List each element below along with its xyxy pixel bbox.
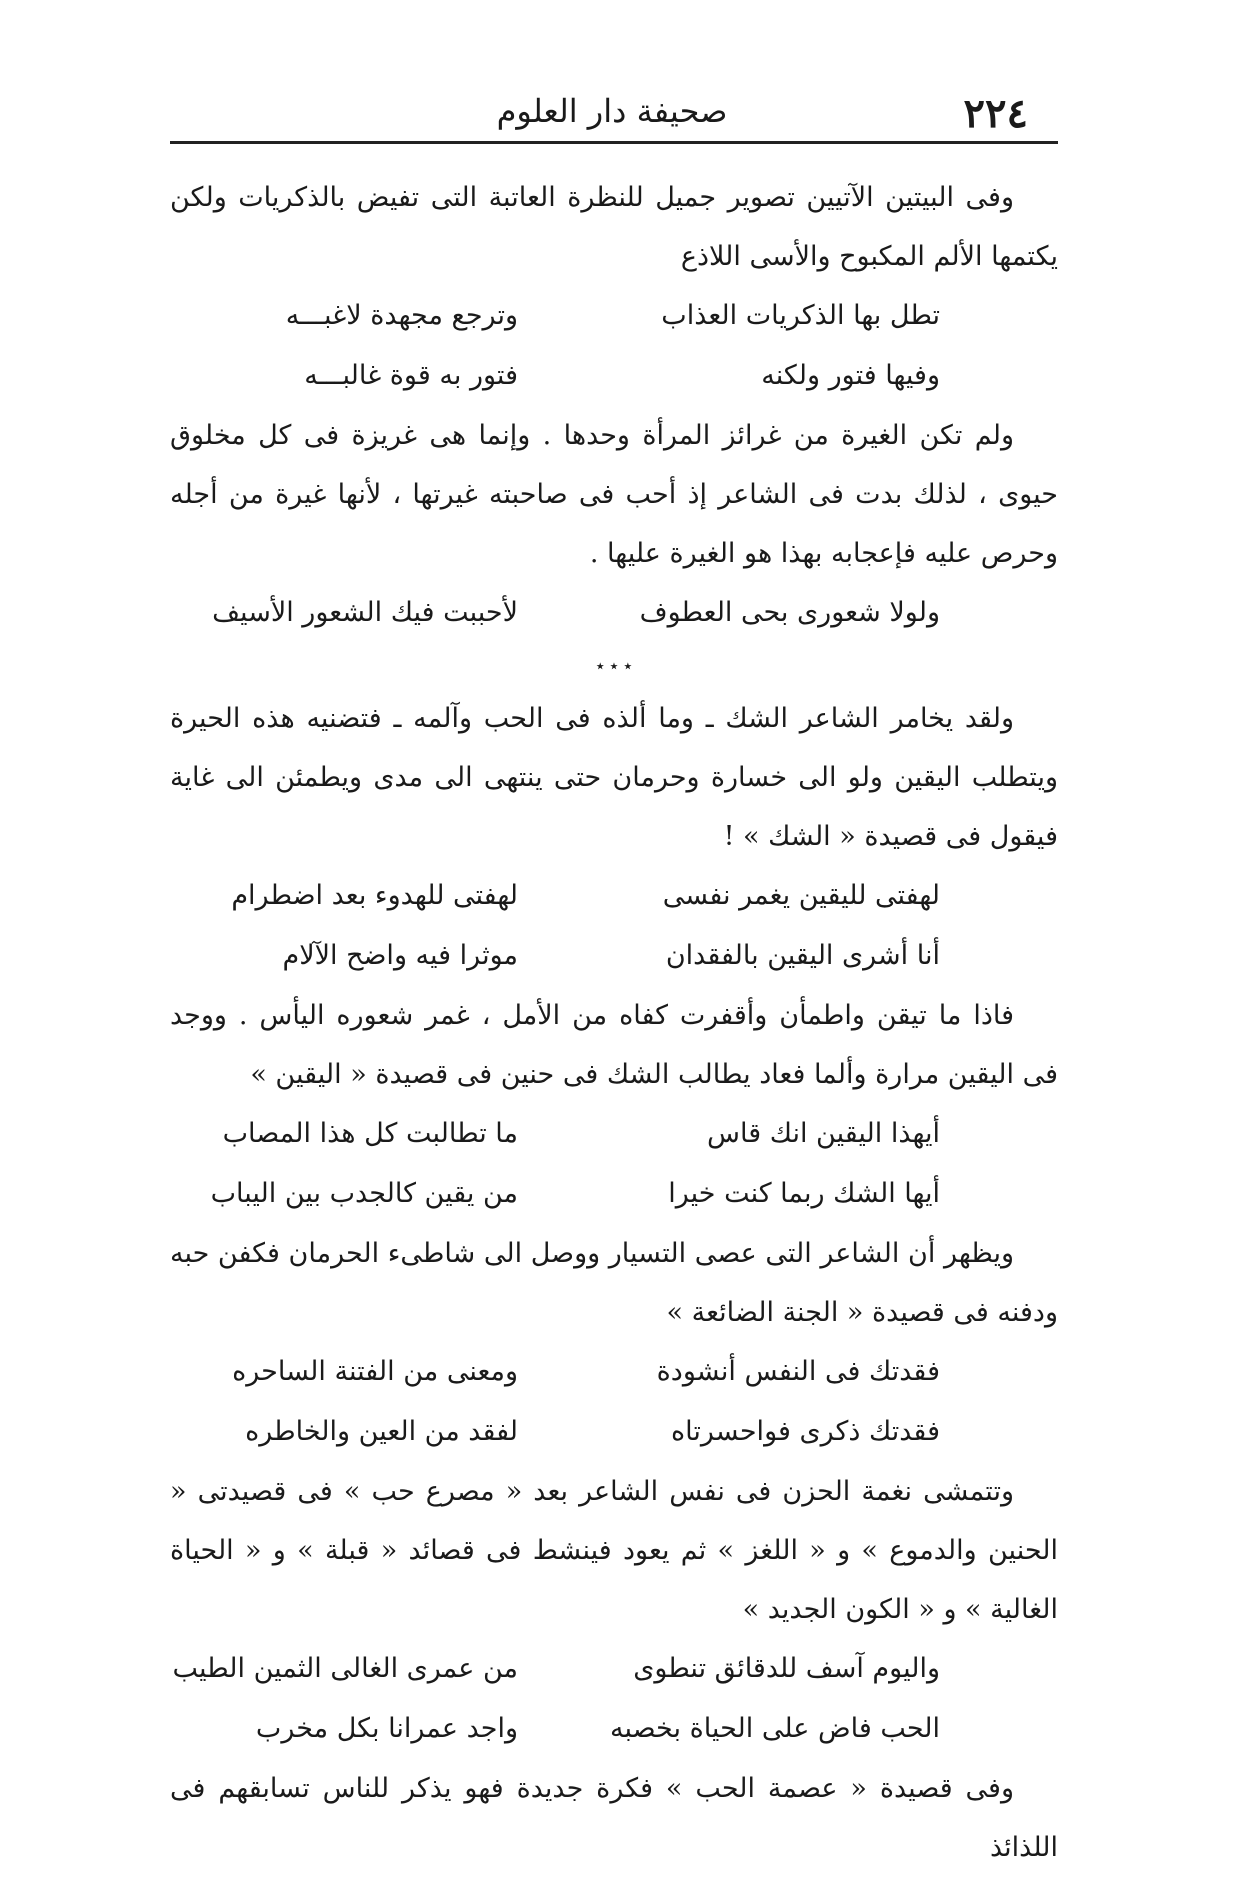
- verse-second-hemistich: لهفتى للهدوء بعد اضطرام: [231, 880, 518, 911]
- header-rule: [170, 141, 1058, 144]
- paragraph: وتتمشى نغمة الحزن فى نفس الشاعر بعد « مصرع حب » فى قصيدتى « الحنين والدموع » و « اللغز » ثم يعود فينشط فى قصائد « قبلة » و « الحياة الغالية » و « الكون الجديد »: [170, 1476, 1058, 1625]
- verse-first-hemistich: فقدتك ذكرى فواحسرتاه: [671, 1416, 940, 1447]
- verse-line: [170, 926, 1058, 986]
- verse-line: [170, 1699, 1058, 1759]
- paragraph: ويظهر أن الشاعر التى عصى التسيار ووصل الى شاطىء الحرمان فكفن حبه ودفنه فى قصيدة « الجنة الضائعة »: [170, 1238, 1058, 1328]
- section-separator: ٭ ٭ ٭: [595, 656, 633, 675]
- paragraph: فاذا ما تيقن واطمأن وأقفرت كفاه من الأمل ، غمر شعوره اليأس . ووجد فى اليقين مرارة وألما فعاد يطالب الشك فى حنين فى قصيدة « اليقين »: [170, 1000, 1058, 1090]
- paragraph: وفى البيتين الآتيين تصوير جميل للنظرة العاتبة التى تفيض بالذكريات ولكن يكتمها الألم المكبوح والأسى اللاذع: [170, 182, 1058, 272]
- verse-line: [170, 346, 1058, 406]
- verse-second-hemistich: وترجع مجهدة لاغبـــه: [285, 300, 518, 331]
- paragraph: وفى قصيدة « عصمة الحب » فكرة جديدة فهو يذكر للناس تسابقهم فى اللذائذ: [170, 1773, 1058, 1863]
- paragraph: ولقد يخامر الشاعر الشك ـ وما ألذه فى الحب وآلمه ـ فتضنيه هذه الحيرة ويتطلب اليقين ولو الى خسارة وحرمان حتى ينتهى الى مدى ويطمئن الى غاية فيقول فى قصيدة « الشك » !: [170, 703, 1058, 852]
- verse-line: [170, 866, 1058, 926]
- page-body: [170, 168, 1058, 1877]
- verse-first-hemistich: واليوم آسف للدقائق تنطوى: [633, 1653, 940, 1684]
- paragraph: ولم تكن الغيرة من غرائز المرأة وحدها . وإنما هى غريزة فى كل مخلوق حيوى ، لذلك بدت فى الشاعر إذ أحب فى صاحبته غيرتها ، لأنها غيرة من أجله وحرص عليه فإعجابه بهذا هو الغيرة عليها .: [170, 420, 1058, 569]
- verse-line: [170, 1402, 1058, 1462]
- verse-second-hemistich: واجد عمرانا بكل مخرب: [255, 1713, 518, 1744]
- verse-line: [170, 583, 1058, 643]
- verse-first-hemistich: أيهذا اليقين انك قاس: [707, 1118, 940, 1149]
- verse-first-hemistich: لهفتى لليقين يغمر نفسى: [662, 880, 940, 911]
- verse-first-hemistich: أيها الشك ربما كنت خيرا: [668, 1178, 940, 1209]
- verse-second-hemistich: ومعنى من الفتنة الساحره: [232, 1356, 518, 1387]
- verse-line: [170, 1639, 1058, 1699]
- verse-second-hemistich: لفقد من العين والخاطره: [245, 1416, 518, 1447]
- page-header: [168, 88, 1056, 136]
- verse-line: [170, 1104, 1058, 1164]
- verse-first-hemistich: فقدتك فى النفس أنشودة: [656, 1356, 940, 1387]
- verse-second-hemistich: من عمرى الغالى الثمين الطيب: [172, 1653, 518, 1684]
- verse-line: [170, 1342, 1058, 1402]
- page-number: ٢٢٤: [963, 90, 1028, 137]
- verse-first-hemistich: أنا أشرى اليقين بالفقدان: [665, 940, 940, 971]
- verse-first-hemistich: الحب فاض على الحياة بخصبه: [610, 1713, 940, 1744]
- verse-second-hemistich: موثرا فيه واضح الآلام: [282, 940, 518, 971]
- verse-second-hemistich: فتور به قوة غالبـــه: [304, 360, 518, 391]
- verse-first-hemistich: وفيها فتور ولكنه: [761, 360, 940, 391]
- verse-line: [170, 1164, 1058, 1224]
- verse-first-hemistich: ولولا شعورى بحى العطوف: [639, 597, 940, 628]
- verse-second-hemistich: لأحببت فيك الشعور الأسيف: [212, 597, 518, 628]
- verse-second-hemistich: من يقين كالجدب بين اليباب: [210, 1178, 518, 1209]
- verse-line: [170, 286, 1058, 346]
- verse-second-hemistich: ما تطالبت كل هذا المصاب: [222, 1118, 518, 1149]
- running-title: صحيفة دار العلوم: [496, 92, 728, 130]
- verse-first-hemistich: تطل بها الذكريات العذاب: [661, 300, 940, 331]
